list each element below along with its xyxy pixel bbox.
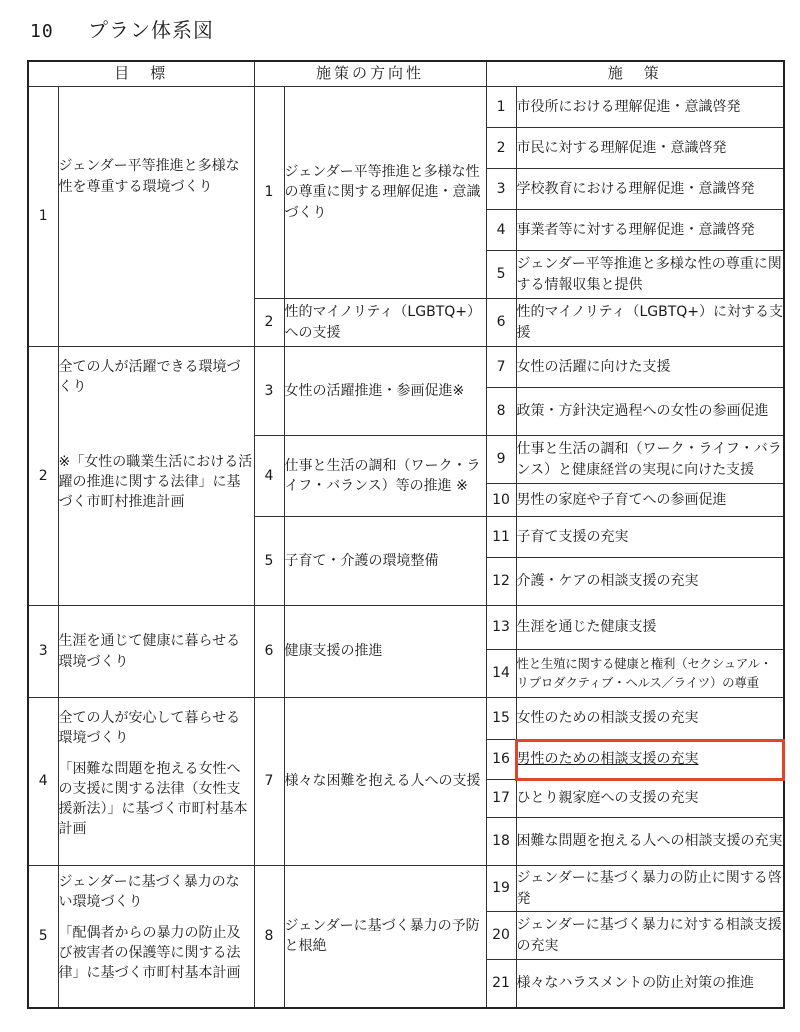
measure-text: 性的マイノリティ（LGBTQ+）に対する支援 [516, 299, 784, 347]
measure-text: 女性のための相談支援の充実 [516, 698, 784, 740]
direction-number: 2 [254, 299, 284, 347]
plan-structure-table [27, 60, 785, 1009]
measure-text: ひとり親家庭への支援の充実 [516, 780, 784, 818]
measure-number: 1 [486, 87, 516, 128]
measure-number: 13 [486, 606, 516, 650]
goal-label: 全ての人が活躍できる環境づくり [58, 359, 241, 396]
goal-number: 5 [28, 866, 58, 1008]
goal-label: ジェンダー平等推進と多様な性を尊重する環境づくり [58, 158, 240, 195]
direction-text: 子育て・介護の環境整備 [284, 517, 486, 606]
direction-number: 6 [254, 606, 284, 698]
goal-text [58, 866, 254, 1008]
measure-text: 様々なハラスメントの防止対策の推進 [516, 960, 784, 1008]
measure-text: 生涯を通じた健康支援 [516, 606, 784, 650]
goal-label: 全ての人が安心して暮らせる環境づくり [58, 710, 241, 747]
measure-number: 17 [486, 780, 516, 818]
goal-text: 生涯を通じて健康に暮らせる環境づくり [58, 606, 254, 698]
measure-number: 7 [486, 347, 516, 388]
measure-number: 8 [486, 388, 516, 436]
page-title [30, 14, 214, 43]
measure-number: 11 [486, 517, 516, 558]
measure-number: 4 [486, 210, 516, 251]
measure-number: 14 [486, 650, 516, 698]
goal-number: 1 [28, 87, 58, 347]
direction-text: 健康支援の推進 [284, 606, 486, 698]
direction-text: 様々な困難を抱える人への支援 [284, 698, 486, 866]
header-goal: 目 標 [28, 61, 254, 87]
measure-text: ジェンダー平等推進と多様な性の尊重に関する情報収集と提供 [516, 251, 784, 299]
measure-text: 子育て支援の充実 [516, 517, 784, 558]
header-direction: 施策の方向性 [254, 61, 486, 87]
measure-text-highlighted: 男性のための相談支援の充実 [516, 740, 784, 780]
goal-number: 3 [28, 606, 58, 698]
direction-number: 5 [254, 517, 284, 606]
measure-text: 介護・ケアの相談支援の充実 [516, 558, 784, 606]
measure-text: 困難な問題を抱える人への相談支援の充実 [516, 818, 784, 866]
measure-number: 2 [486, 128, 516, 169]
measure-text: 学校教育における理解促進・意識啓発 [516, 169, 784, 210]
measure-number: 6 [486, 299, 516, 347]
measure-text: 事業者等に対する理解促進・意識啓発 [516, 210, 784, 251]
measure-number: 3 [486, 169, 516, 210]
direction-text: ジェンダーに基づく暴力の予防と根絶 [284, 866, 486, 1008]
goal-number: 2 [28, 347, 58, 606]
measure-number: 20 [486, 912, 516, 960]
header-row [28, 61, 784, 87]
goal-label: ジェンダーに基づく暴力のない環境づくり [58, 874, 240, 911]
measure-number: 18 [486, 818, 516, 866]
measure-text: 女性の活躍に向けた支援 [516, 347, 784, 388]
goal-note: 「困難な問題を抱える女性への支援に関する法律（女性支援新法）」に基づく市町村基本計画 [58, 760, 248, 838]
measure-number: 5 [486, 251, 516, 299]
direction-text: ジェンダー平等推進と多様な性の尊重に関する理解促進・意識づくり [284, 87, 486, 299]
header-measure: 施 策 [486, 61, 784, 87]
measure-number: 19 [486, 866, 516, 912]
title-text: プラン体系図 [88, 18, 214, 42]
measure-text: 政策・方針決定過程への女性の参画促進 [516, 388, 784, 436]
measure-number: 21 [486, 960, 516, 1008]
direction-number: 3 [254, 347, 284, 436]
measure-number: 16 [486, 740, 516, 780]
goal-text [58, 87, 254, 347]
table-row [28, 606, 784, 650]
table-row [28, 347, 784, 388]
measure-text: 市民に対する理解促進・意識啓発 [516, 128, 784, 169]
direction-number: 7 [254, 698, 284, 866]
goal-number: 4 [28, 698, 58, 866]
measure-text: 男性の家庭や子育てへの参画促進 [516, 484, 784, 517]
table-row [28, 87, 784, 128]
goal-note: ※「女性の職業生活における活躍の推進に関する法律」に基づく市町村推進計画 [58, 453, 253, 511]
direction-number: 4 [254, 436, 284, 517]
measure-text: ジェンダーに基づく暴力の防止に関する啓発 [516, 866, 784, 912]
direction-text: 性的マイノリティ（LGBTQ+）への支援 [284, 299, 486, 347]
title-number: 10 [30, 21, 54, 42]
measure-number: 9 [486, 436, 516, 484]
measure-text: 仕事と生活の調和（ワーク・ライフ・バランス）と健康経営の実現に向けた支援 [516, 436, 784, 484]
measure-text: 性と生殖に関する健康と権利（セクシュアル・リプロダクティブ・ヘルス／ライツ）の尊重 [516, 650, 784, 698]
measure-text: ジェンダーに基づく暴力に対する相談支援の充実 [516, 912, 784, 960]
measure-number: 10 [486, 484, 516, 517]
goal-text [58, 347, 254, 606]
table-row [28, 866, 784, 912]
measure-number: 15 [486, 698, 516, 740]
direction-number: 8 [254, 866, 284, 1008]
goal-note: 「配偶者からの暴力の防止及び被害者の保護等に関する法律」に基づく市町村基本計画 [58, 924, 241, 982]
goal-text [58, 698, 254, 866]
direction-text: 女性の活躍推進・参画促進※ [284, 347, 486, 436]
measure-text: 市役所における理解促進・意識啓発 [516, 87, 784, 128]
measure-number: 12 [486, 558, 516, 606]
direction-text: 仕事と生活の調和（ワーク・ライフ・バランス）等の推進 ※ [284, 436, 486, 517]
direction-number: 1 [254, 87, 284, 299]
table-row [28, 698, 784, 740]
